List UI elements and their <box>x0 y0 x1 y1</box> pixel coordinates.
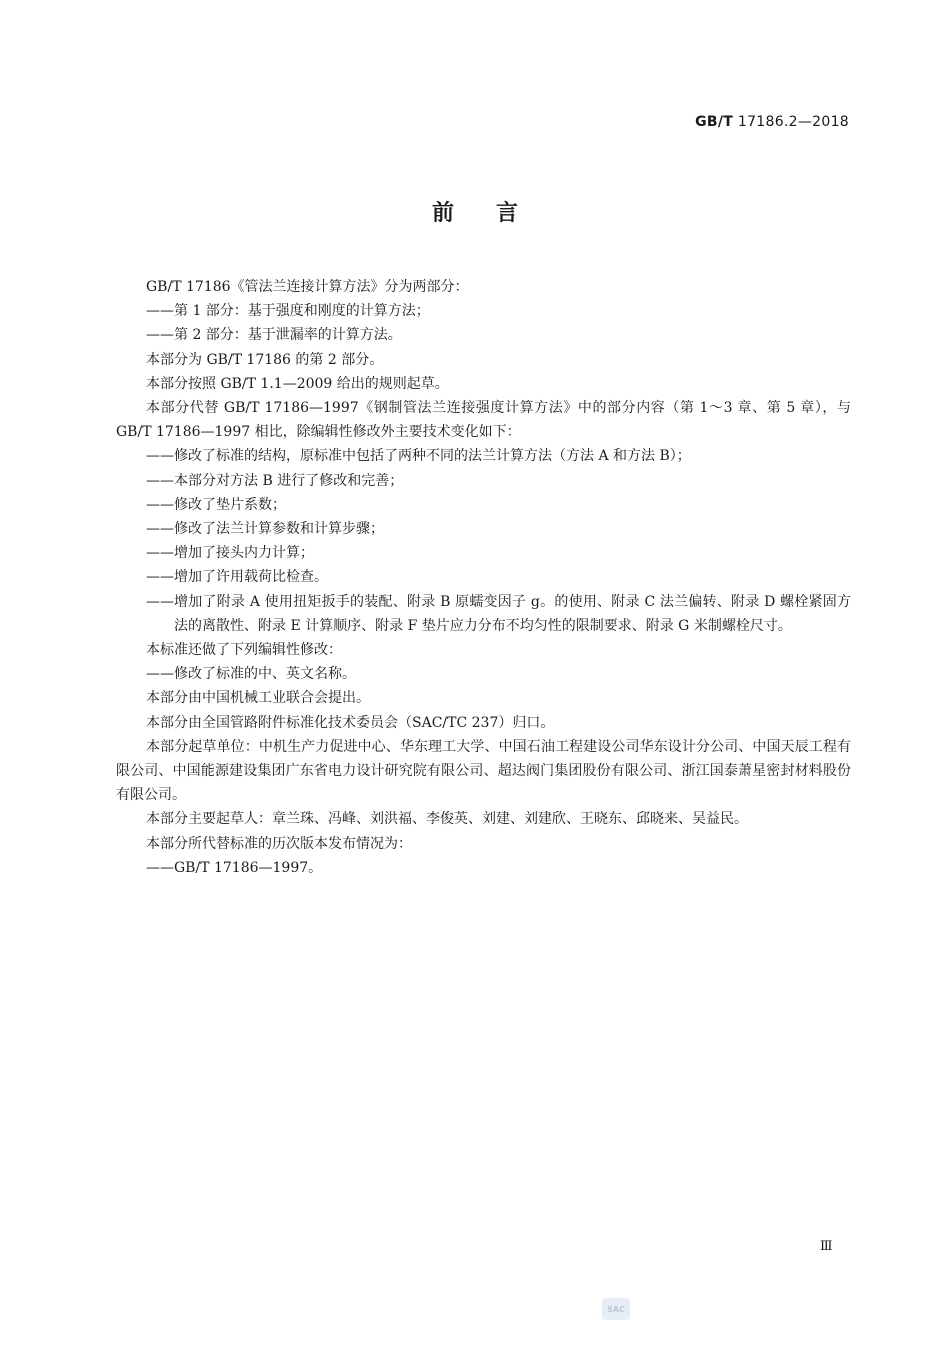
change-text: 增加了接头内力计算； <box>174 545 314 562</box>
change-item <box>116 444 851 468</box>
change-item <box>116 493 851 517</box>
part-1-item: ——第 1 部分：基于强度和刚度的计算方法； <box>146 303 430 320</box>
change-item <box>116 469 851 493</box>
dash-mark: —— <box>146 448 174 465</box>
part-2-item: ——第 2 部分：基于泄漏率的计算方法。 <box>146 327 402 344</box>
dash-mark: —— <box>146 569 174 586</box>
change-item <box>116 565 851 589</box>
sac-watermark-icon: SAC <box>602 1298 630 1320</box>
change-text: 增加了附录 A 使用扭矩扳手的装配、附录 B 原蠕变因子 g。的使用、附录 C 法兰偏转、附录 D 螺栓紧固方法的离散性、附录 E 计算顺序、附录 F 垫片应力分布不均匀性的限制要求、附录 G 米制螺栓尺寸。 <box>174 593 851 634</box>
drafters: 本部分主要起草人：章兰珠、冯峰、刘洪福、李俊英、刘建、刘建欣、王晓东、邱晓来、吴益民。 <box>146 811 748 828</box>
dash-mark: —— <box>146 472 174 489</box>
page-number: Ⅲ <box>820 1239 833 1254</box>
this-part-statement: 本部分为 GB/T 17186 的第 2 部分。 <box>146 351 384 368</box>
drafting-rules: 本部分按照 GB/T 1.1—2009 给出的规则起草。 <box>146 375 449 392</box>
change-text: 增加了许用载荷比检查。 <box>174 569 328 586</box>
dash-mark: —— <box>146 593 174 610</box>
history-item: ——GB/T 17186—1997。 <box>146 859 323 876</box>
proposed-by: 本部分由中国机械工业联合会提出。 <box>146 690 370 707</box>
page-title-text: 前言 <box>431 201 560 226</box>
standard-code-prefix: GB/T <box>695 114 734 130</box>
change-text: 修改了法兰计算参数和计算步骤； <box>174 520 384 537</box>
standard-code-number: 17186.2—2018 <box>737 114 849 130</box>
change-item <box>116 590 851 638</box>
change-item <box>116 541 851 565</box>
parts-intro: GB/T 17186《管法兰连接计算方法》分为两部分： <box>146 279 469 295</box>
drafting-units: 本部分起草单位：中机生产力促进中心、华东理工大学、中国石油工程建设公司华东设计分公司、中国天辰工程有限公司、中国能源建设集团广东省电力设计研究院有限公司、超达阀门集团股份有限公司、浙江国泰萧星密封材料股份有限公司。 <box>116 738 851 804</box>
replacement-paragraph: 本部分代替 GB/T 17186—1997《钢制管法兰连接强度计算方法》中的部分内容（第 1～3 章、第 5 章），与 GB/T 17186—1997 相比，除编辑性修改外主要技术变化如下： <box>116 399 851 441</box>
dash-mark: —— <box>146 496 174 513</box>
editorial-item: ——修改了标准的中、英文名称。 <box>146 666 356 683</box>
history-intro: 本部分所代替标准的历次版本发布情况为： <box>146 835 412 852</box>
change-text: 修改了垫片系数； <box>174 496 286 513</box>
dash-mark: —— <box>146 545 174 562</box>
page-title <box>0 196 950 227</box>
dash-mark: —— <box>146 520 174 537</box>
change-text: 修改了标准的结构，原标准中包括了两种不同的法兰计算方法（方法 A 和方法 B）； <box>174 448 691 465</box>
change-text: 本部分对方法 B 进行了修改和完善； <box>174 472 404 489</box>
foreword-body <box>116 275 851 880</box>
editorial-intro: 本标准还做了下列编辑性修改： <box>146 641 342 658</box>
centralized-by: 本部分由全国管路附件标准化技术委员会（SAC/TC 237）归口。 <box>146 714 555 731</box>
standard-code <box>695 114 849 130</box>
change-item <box>116 517 851 541</box>
